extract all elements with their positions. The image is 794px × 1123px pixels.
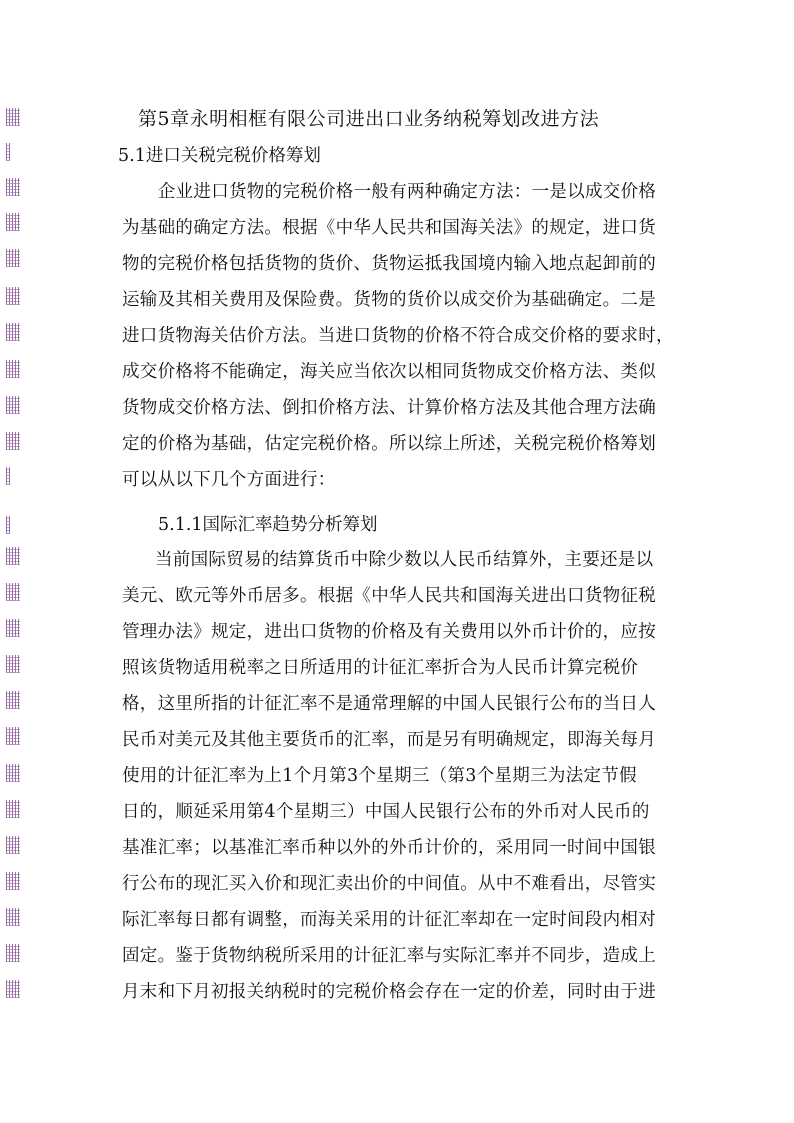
paragraph-line: 可以从以下几个方面进行： [122,470,336,490]
margin-mark [6,764,20,782]
margin-mark [6,547,20,565]
margin-mark [6,800,20,818]
paragraph-line: 物的完税价格包括货物的货价、货物运抵我国境内输入地点起卸前的 [122,254,656,274]
chapter-title: 第5章永明相框有限公司进出口业务纳税筹划改进方法 [138,108,600,130]
paragraph-line: 日的，顺延采用第4个星期三）中国人民银行公布的外币对人民币的 [122,802,650,822]
section-title: 5.1进口关税完税价格筹划 [118,146,321,166]
paragraph-line: 货物成交价格方法、倒扣价格方法、计算价格方法及其他合理方法确 [122,398,656,418]
margin-mark [6,213,20,231]
paragraph-line: 管理办法》规定，进出口货物的价格及有关费用以外币计价的，应按 [122,622,656,642]
paragraph-line: 定的价格为基础，估定完税价格。所以综上所述，关税完税价格筹划 [122,434,656,454]
paragraph-line: 美元、欧元等外币居多。根据《中华人民共和国海关进出口货物征税 [122,586,656,606]
margin-mark [6,908,20,926]
paragraph-line: 为基础的确定方法。根据《中华人民共和国海关法》的规定，进口货 [122,218,656,238]
paragraph-line: 基准汇率；以基准汇率币种以外的外币计价的，采用同一时间中国银 [122,838,656,858]
margin-mark [6,872,20,890]
margin-mark [6,108,20,126]
margin-mark [6,655,20,673]
margin-mark [6,619,20,637]
margin-mark [6,467,10,485]
paragraph-line: 民币对美元及其他主要货币的汇率，而是另有明确规定，即海关每月 [122,730,656,750]
paragraph-line: 行公布的现汇买入价和现汇卖出价的中间值。从中不难看出，尽管实 [122,874,656,894]
margin-mark [6,178,20,196]
paragraph-line: 成交价格将不能确定，海关应当依次以相同货物成交价格方法、类似 [122,362,656,382]
margin-mark [6,691,20,709]
margin-mark [6,583,20,601]
margin-mark [6,432,20,450]
margin-mark [6,836,20,854]
margin-mark [6,396,20,414]
paragraph-line: 当前国际贸易的结算货币中除少数以人民币结算外，主要还是以 [155,550,654,570]
margin-mark [6,980,20,998]
paragraph-line: 格，这里所指的计征汇率不是通常理解的中国人民银行公布的当日人 [122,694,656,714]
margin-mark [6,249,20,267]
paragraph-line: 企业进口货物的完税价格一般有两种确定方法：一是以成交价格 [140,182,657,202]
margin-mark [6,360,20,378]
subsection-title: 5.1.1国际汇率趋势分析筹划 [158,515,378,535]
paragraph-line: 月末和下月初报关纳税时的完税价格会存在一定的价差，同时由于进 [122,982,656,1002]
paragraph-line: 运输及其相关费用及保险费。货物的货价以成交价为基础确定。二是 [122,290,656,310]
margin-mark [6,516,10,534]
margin-mark [6,727,20,745]
paragraph-line: 际汇率每日都有调整，而海关采用的计征汇率却在一定时间段内相对 [122,910,656,930]
margin-mark [6,287,20,305]
margin-mark [6,323,20,341]
paragraph-line: 使用的计征汇率为上1个月第3个星期三（第3个星期三为法定节假 [122,766,637,786]
paragraph-line: 固定。鉴于货物纳税所采用的计征汇率与实际汇率并不同步，造成上 [122,946,656,966]
margin-mark [6,143,10,161]
margin-mark [6,944,20,962]
paragraph-line: 进口货物海关估价方法。当进口货物的价格不符合成交价格的要求时， [122,326,674,346]
paragraph-line: 照该货物适用税率之日所适用的计征汇率折合为人民币计算完税价 [122,658,639,678]
